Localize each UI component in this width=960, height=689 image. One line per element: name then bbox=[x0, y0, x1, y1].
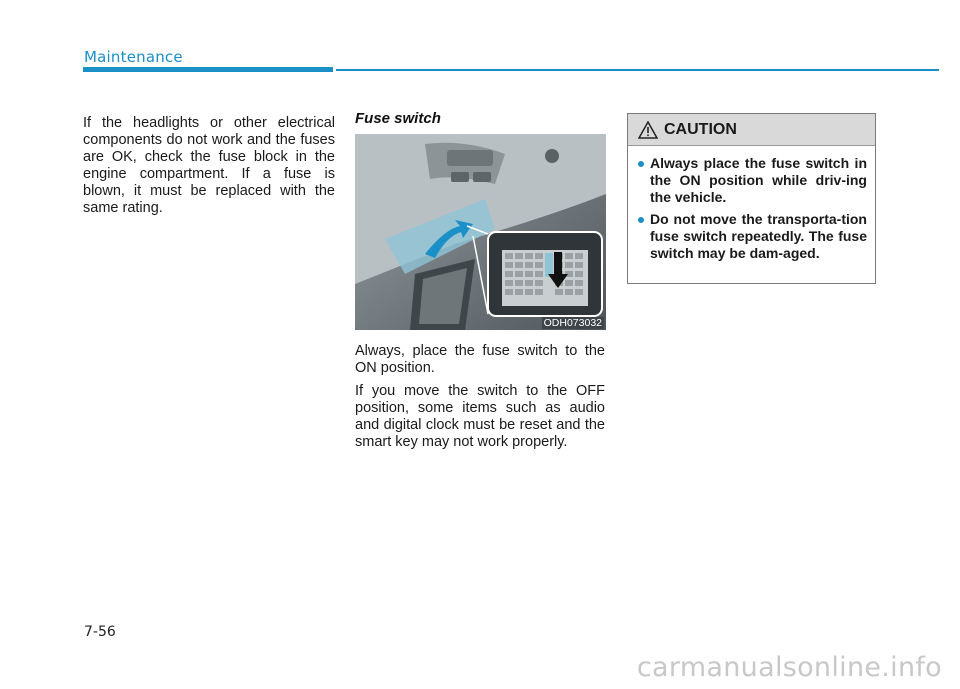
caution-item-text: Do not move the transporta-tion fuse switch repeatedly. The fuse switch may be dam-aged. bbox=[650, 211, 867, 261]
fuse-panel-illustration bbox=[355, 134, 606, 330]
intro-paragraph: If the headlights or other electrical components do not work and the fuses are OK, check the fuse block in the engine compartment. If a fuse is blown, it must be replaced with the same rating. bbox=[83, 115, 335, 216]
caution-item-text: Always place the fuse switch in the ON position while driv-ing the vehicle. bbox=[650, 155, 867, 205]
page-number: 7-56 bbox=[84, 624, 116, 640]
caution-item bbox=[638, 155, 867, 206]
caution-title: CAUTION bbox=[664, 120, 737, 138]
bullet-icon bbox=[638, 161, 644, 167]
header-rule-thin bbox=[336, 69, 939, 71]
caution-list bbox=[628, 146, 875, 262]
caution-item bbox=[638, 211, 867, 262]
fuse-switch-heading: Fuse switch bbox=[355, 110, 441, 127]
caution-header bbox=[628, 114, 875, 146]
bullet-icon bbox=[638, 217, 644, 223]
header-rule-thick bbox=[83, 67, 333, 72]
warning-triangle-icon bbox=[638, 121, 658, 139]
caution-box bbox=[627, 113, 876, 284]
fuse-switch-figure bbox=[355, 134, 606, 330]
figure-code: ODH073032 bbox=[543, 317, 602, 329]
section-title: Maintenance bbox=[84, 48, 183, 66]
fuse-switch-body bbox=[355, 343, 605, 457]
watermark: carmanualsonline.info bbox=[636, 652, 942, 683]
fuse-switch-paragraph: Always, place the fuse switch to the ON position. bbox=[355, 343, 605, 376]
fuse-switch-paragraph: If you move the switch to the OFF position, some items such as audio and digital clock must be reset and the smart key may not work properly. bbox=[355, 383, 605, 450]
